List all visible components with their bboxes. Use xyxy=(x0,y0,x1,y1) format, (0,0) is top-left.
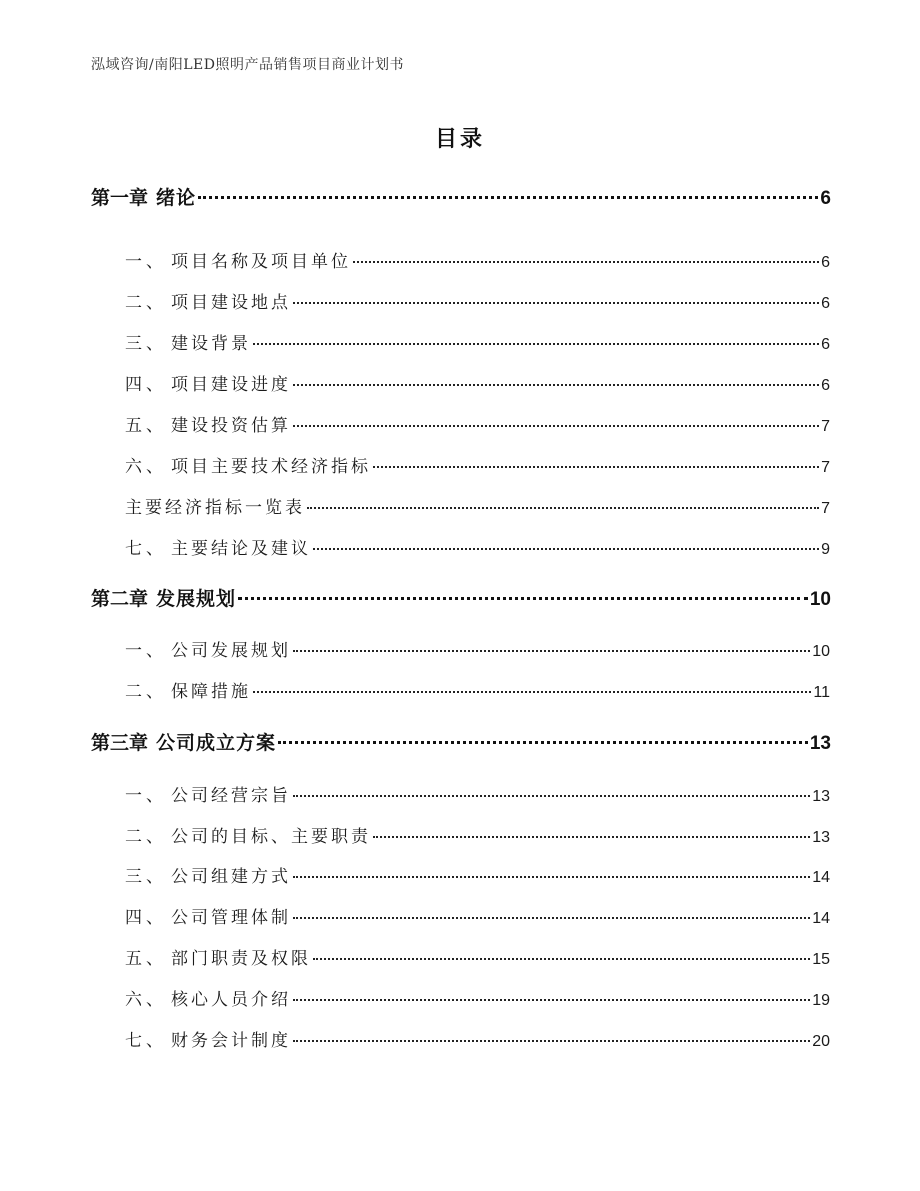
toc-page-number: 19 xyxy=(812,992,830,1009)
toc-dot-leader xyxy=(293,650,810,652)
toc-entry-number: 七、 xyxy=(125,539,167,559)
toc-entry-title: 保障措施 xyxy=(171,682,251,702)
toc-entry-title: 发展规划 xyxy=(156,588,237,610)
toc-section-entry[interactable] xyxy=(125,370,830,395)
toc-section-entry[interactable] xyxy=(125,781,830,806)
toc-dot-leader xyxy=(353,261,819,263)
toc-page-number: 9 xyxy=(821,541,830,558)
toc-page-number: 20 xyxy=(812,1033,830,1050)
toc-entry-title: 公司的目标、主要职责 xyxy=(171,827,371,847)
toc-page-number: 14 xyxy=(812,910,830,927)
toc-chapter-entry[interactable] xyxy=(91,183,831,210)
toc-page-number: 11 xyxy=(813,684,830,701)
toc-entry-title: 主要结论及建议 xyxy=(171,539,311,559)
toc-section-entry[interactable] xyxy=(125,944,830,969)
toc-entry-number: 一、 xyxy=(125,252,167,272)
toc-entry-title: 公司成立方案 xyxy=(156,732,277,754)
toc-dot-leader xyxy=(253,343,819,345)
toc-entry-number: 三、 xyxy=(125,867,167,887)
toc-entry-number: 五、 xyxy=(125,949,167,969)
toc-entry-number: 二、 xyxy=(125,682,167,702)
toc-entry-title: 项目名称及项目单位 xyxy=(171,252,351,272)
toc-section-entry[interactable] xyxy=(125,493,830,518)
toc-entry-number: 二、 xyxy=(125,827,167,847)
toc-entry-title: 公司经营宗旨 xyxy=(171,786,291,806)
toc-dot-leader xyxy=(313,958,810,960)
toc-entry-title: 项目建设地点 xyxy=(171,293,291,313)
toc-entry-number: 第二章 xyxy=(91,588,149,610)
toc-entry-title: 财务会计制度 xyxy=(171,1031,291,1051)
toc-dot-leader xyxy=(373,466,819,468)
toc-dot-leader xyxy=(253,691,811,693)
toc-entry-title: 公司管理体制 xyxy=(171,908,291,928)
toc-page-number: 15 xyxy=(812,951,830,968)
toc-chapter-entry[interactable] xyxy=(91,584,831,611)
toc-section-entry[interactable] xyxy=(125,329,830,354)
toc-entry-title: 部门职责及权限 xyxy=(171,949,311,969)
toc-section-entry[interactable] xyxy=(125,452,830,477)
toc-section-entry[interactable] xyxy=(125,1026,830,1051)
toc-page-number: 6 xyxy=(820,188,831,209)
toc-page-number: 10 xyxy=(812,643,830,660)
toc-entry-title: 公司组建方式 xyxy=(171,867,291,887)
toc-entry-number: 四、 xyxy=(125,375,167,395)
toc-page-number: 14 xyxy=(812,869,830,886)
running-header: 泓域咨询/南阳LED照明产品销售项目商业计划书 xyxy=(91,57,404,73)
toc-entry-number: 二、 xyxy=(125,293,167,313)
toc-entry-number: 四、 xyxy=(125,908,167,928)
toc-entry-number: 七、 xyxy=(125,1031,167,1051)
toc-page-number: 6 xyxy=(821,295,830,312)
toc-dot-leader xyxy=(293,384,819,386)
toc-entry-title: 绪论 xyxy=(156,187,197,209)
toc-dot-leader xyxy=(373,836,810,838)
toc-dot-leader xyxy=(293,425,819,427)
toc-dot-leader xyxy=(238,597,808,600)
toc-entry-number: 三、 xyxy=(125,334,167,354)
toc-section-entry[interactable] xyxy=(125,534,830,559)
toc-dot-leader xyxy=(198,196,818,199)
toc-entry-title: 项目建设进度 xyxy=(171,375,291,395)
toc-dot-leader xyxy=(307,507,819,509)
toc-entry-title: 公司发展规划 xyxy=(171,641,291,661)
toc-page-number: 6 xyxy=(821,254,830,271)
toc-page-number: 13 xyxy=(812,788,830,805)
toc-entry-number: 第三章 xyxy=(91,732,149,754)
toc-dot-leader xyxy=(293,795,810,797)
toc-dot-leader xyxy=(293,302,819,304)
toc-section-entry[interactable] xyxy=(125,411,830,436)
toc-entry-title: 建设背景 xyxy=(171,334,251,354)
toc-page-number: 7 xyxy=(821,418,830,435)
toc-dot-leader xyxy=(278,741,808,744)
toc-entry-number: 六、 xyxy=(125,457,167,477)
toc-page-number: 6 xyxy=(821,377,830,394)
toc-page-number: 10 xyxy=(809,589,831,610)
toc-section-entry[interactable] xyxy=(125,677,830,702)
toc-dot-leader xyxy=(293,876,810,878)
toc-entry-title: 建设投资估算 xyxy=(171,416,291,436)
toc-entry-title: 项目主要技术经济指标 xyxy=(171,457,371,477)
toc-section-entry[interactable] xyxy=(125,822,830,847)
toc-dot-leader xyxy=(293,917,810,919)
toc-section-entry[interactable] xyxy=(125,636,830,661)
toc-page-number: 7 xyxy=(821,459,830,476)
toc-dot-leader xyxy=(313,548,819,550)
toc-entry-number: 一、 xyxy=(125,641,167,661)
toc-entry-number: 第一章 xyxy=(91,187,149,209)
toc-section-entry[interactable] xyxy=(125,288,830,313)
page-title: 目录 xyxy=(434,127,485,152)
toc-page-number: 7 xyxy=(821,500,830,517)
toc-section-entry[interactable] xyxy=(125,903,830,928)
toc-section-entry[interactable] xyxy=(125,985,830,1010)
toc-page-number: 13 xyxy=(812,829,830,846)
toc-entry-title: 主要经济指标一览表 xyxy=(125,498,305,518)
toc-entry-title: 核心人员介绍 xyxy=(171,990,291,1010)
toc-section-entry[interactable] xyxy=(125,862,830,887)
toc-entry-number: 一、 xyxy=(125,786,167,806)
toc-entry-number: 五、 xyxy=(125,416,167,436)
toc-chapter-entry[interactable] xyxy=(91,728,831,755)
toc-dot-leader xyxy=(293,1040,810,1042)
toc-section-entry[interactable] xyxy=(125,247,830,272)
toc-page-number: 13 xyxy=(809,733,831,754)
toc-dot-leader xyxy=(293,999,810,1001)
toc-page-number: 6 xyxy=(821,336,830,353)
toc-entry-number: 六、 xyxy=(125,990,167,1010)
